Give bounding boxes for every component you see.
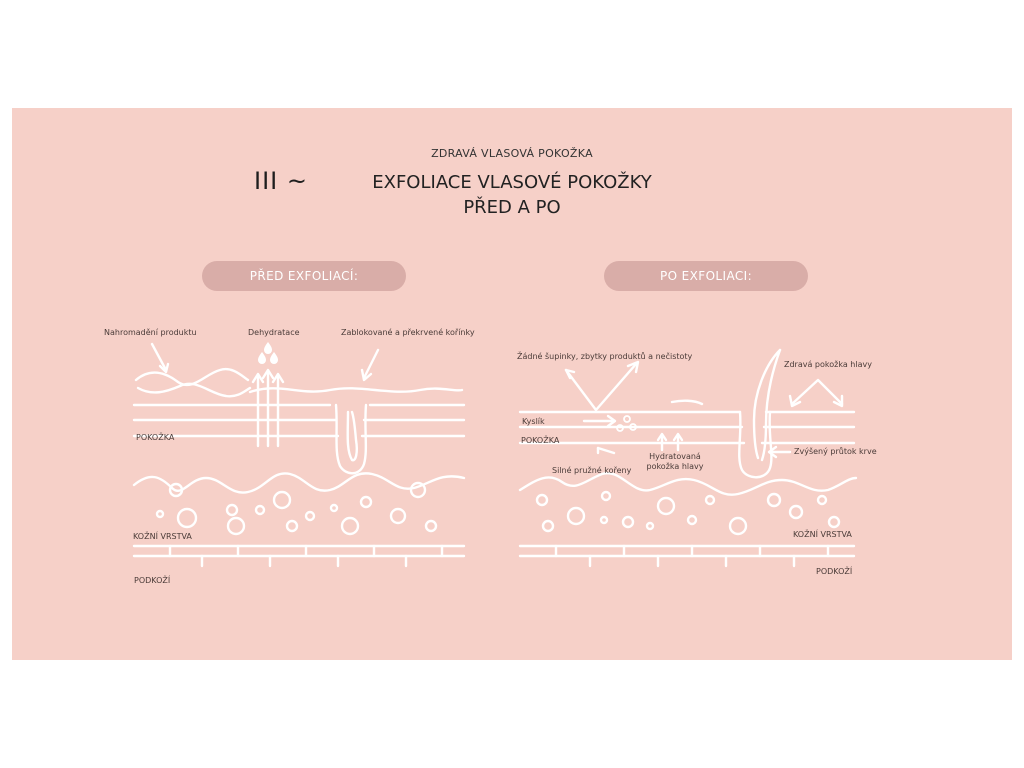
subcutis-layer	[520, 546, 854, 566]
label-subcutis-before: PODKOŽÍ	[134, 576, 171, 585]
oxygen-bubbles-icon	[617, 416, 636, 431]
title-line-2: PŘED A PO	[463, 197, 561, 218]
page-kicker: ZDRAVÁ VLASOVÁ POKOŽKA	[431, 147, 593, 160]
label-blood-flow: Zvýšený průtok krve	[794, 447, 877, 456]
blocked-follicle-inner	[348, 412, 357, 460]
label-subcutis-after: PODKOŽÍ	[816, 567, 853, 576]
label-healthy-scalp: Zdravá pokožka hlavy	[784, 360, 872, 369]
brand-logo: III ~	[254, 167, 308, 195]
dermis-cells	[157, 483, 436, 534]
before-pill: PŘED EXFOLIACÍ:	[202, 261, 406, 291]
clean-surface-arrows	[566, 362, 638, 410]
blocked-follicle	[336, 405, 366, 473]
label-blocked-roots: Zablokované a překrvené kořínky	[341, 328, 475, 337]
after-pill: PO EXFOLIACI:	[604, 261, 808, 291]
water-droplets-icon	[258, 342, 278, 364]
oxygen-arrow	[584, 416, 615, 426]
annotation-arrow	[152, 344, 168, 372]
label-product-buildup: Nahromadění produktu	[104, 328, 197, 337]
annotation-arrow	[362, 350, 378, 380]
label-dermis-before: KOŽNÍ VRSTVA	[133, 532, 192, 541]
label-dehydration: Dehydratace	[248, 328, 300, 337]
label-epidermis-before: POKOŽKA	[136, 433, 175, 442]
label-no-flakes: Žádné šupinky, zbytky produktů a nečistoty	[517, 352, 693, 361]
product-buildup-wave	[136, 369, 248, 385]
dermis-cells	[537, 492, 839, 534]
title-line-1: EXFOLIACE VLASOVÉ POKOŽKY	[372, 172, 652, 193]
label-oxygen: Kyslík	[522, 417, 545, 426]
debris-wave	[250, 388, 462, 392]
healthy-arrows	[790, 380, 842, 406]
label-dermis-after: KOŽNÍ VRSTVA	[793, 530, 852, 539]
label-strong-roots: Silné pružné kořeny	[552, 466, 632, 475]
label-epidermis-after: POKOŽKA	[521, 436, 560, 445]
dermis-wave	[520, 473, 856, 495]
label-hydrated-scalp: Hydratovaná pokožka hlavy	[646, 452, 704, 471]
subcutis-layer	[134, 546, 464, 566]
dehydration-arrows	[253, 370, 283, 446]
product-buildup-wave	[138, 384, 250, 397]
annotation-arrow	[598, 448, 614, 453]
surface-curve	[672, 401, 702, 404]
blood-flow-arrow	[769, 447, 790, 457]
